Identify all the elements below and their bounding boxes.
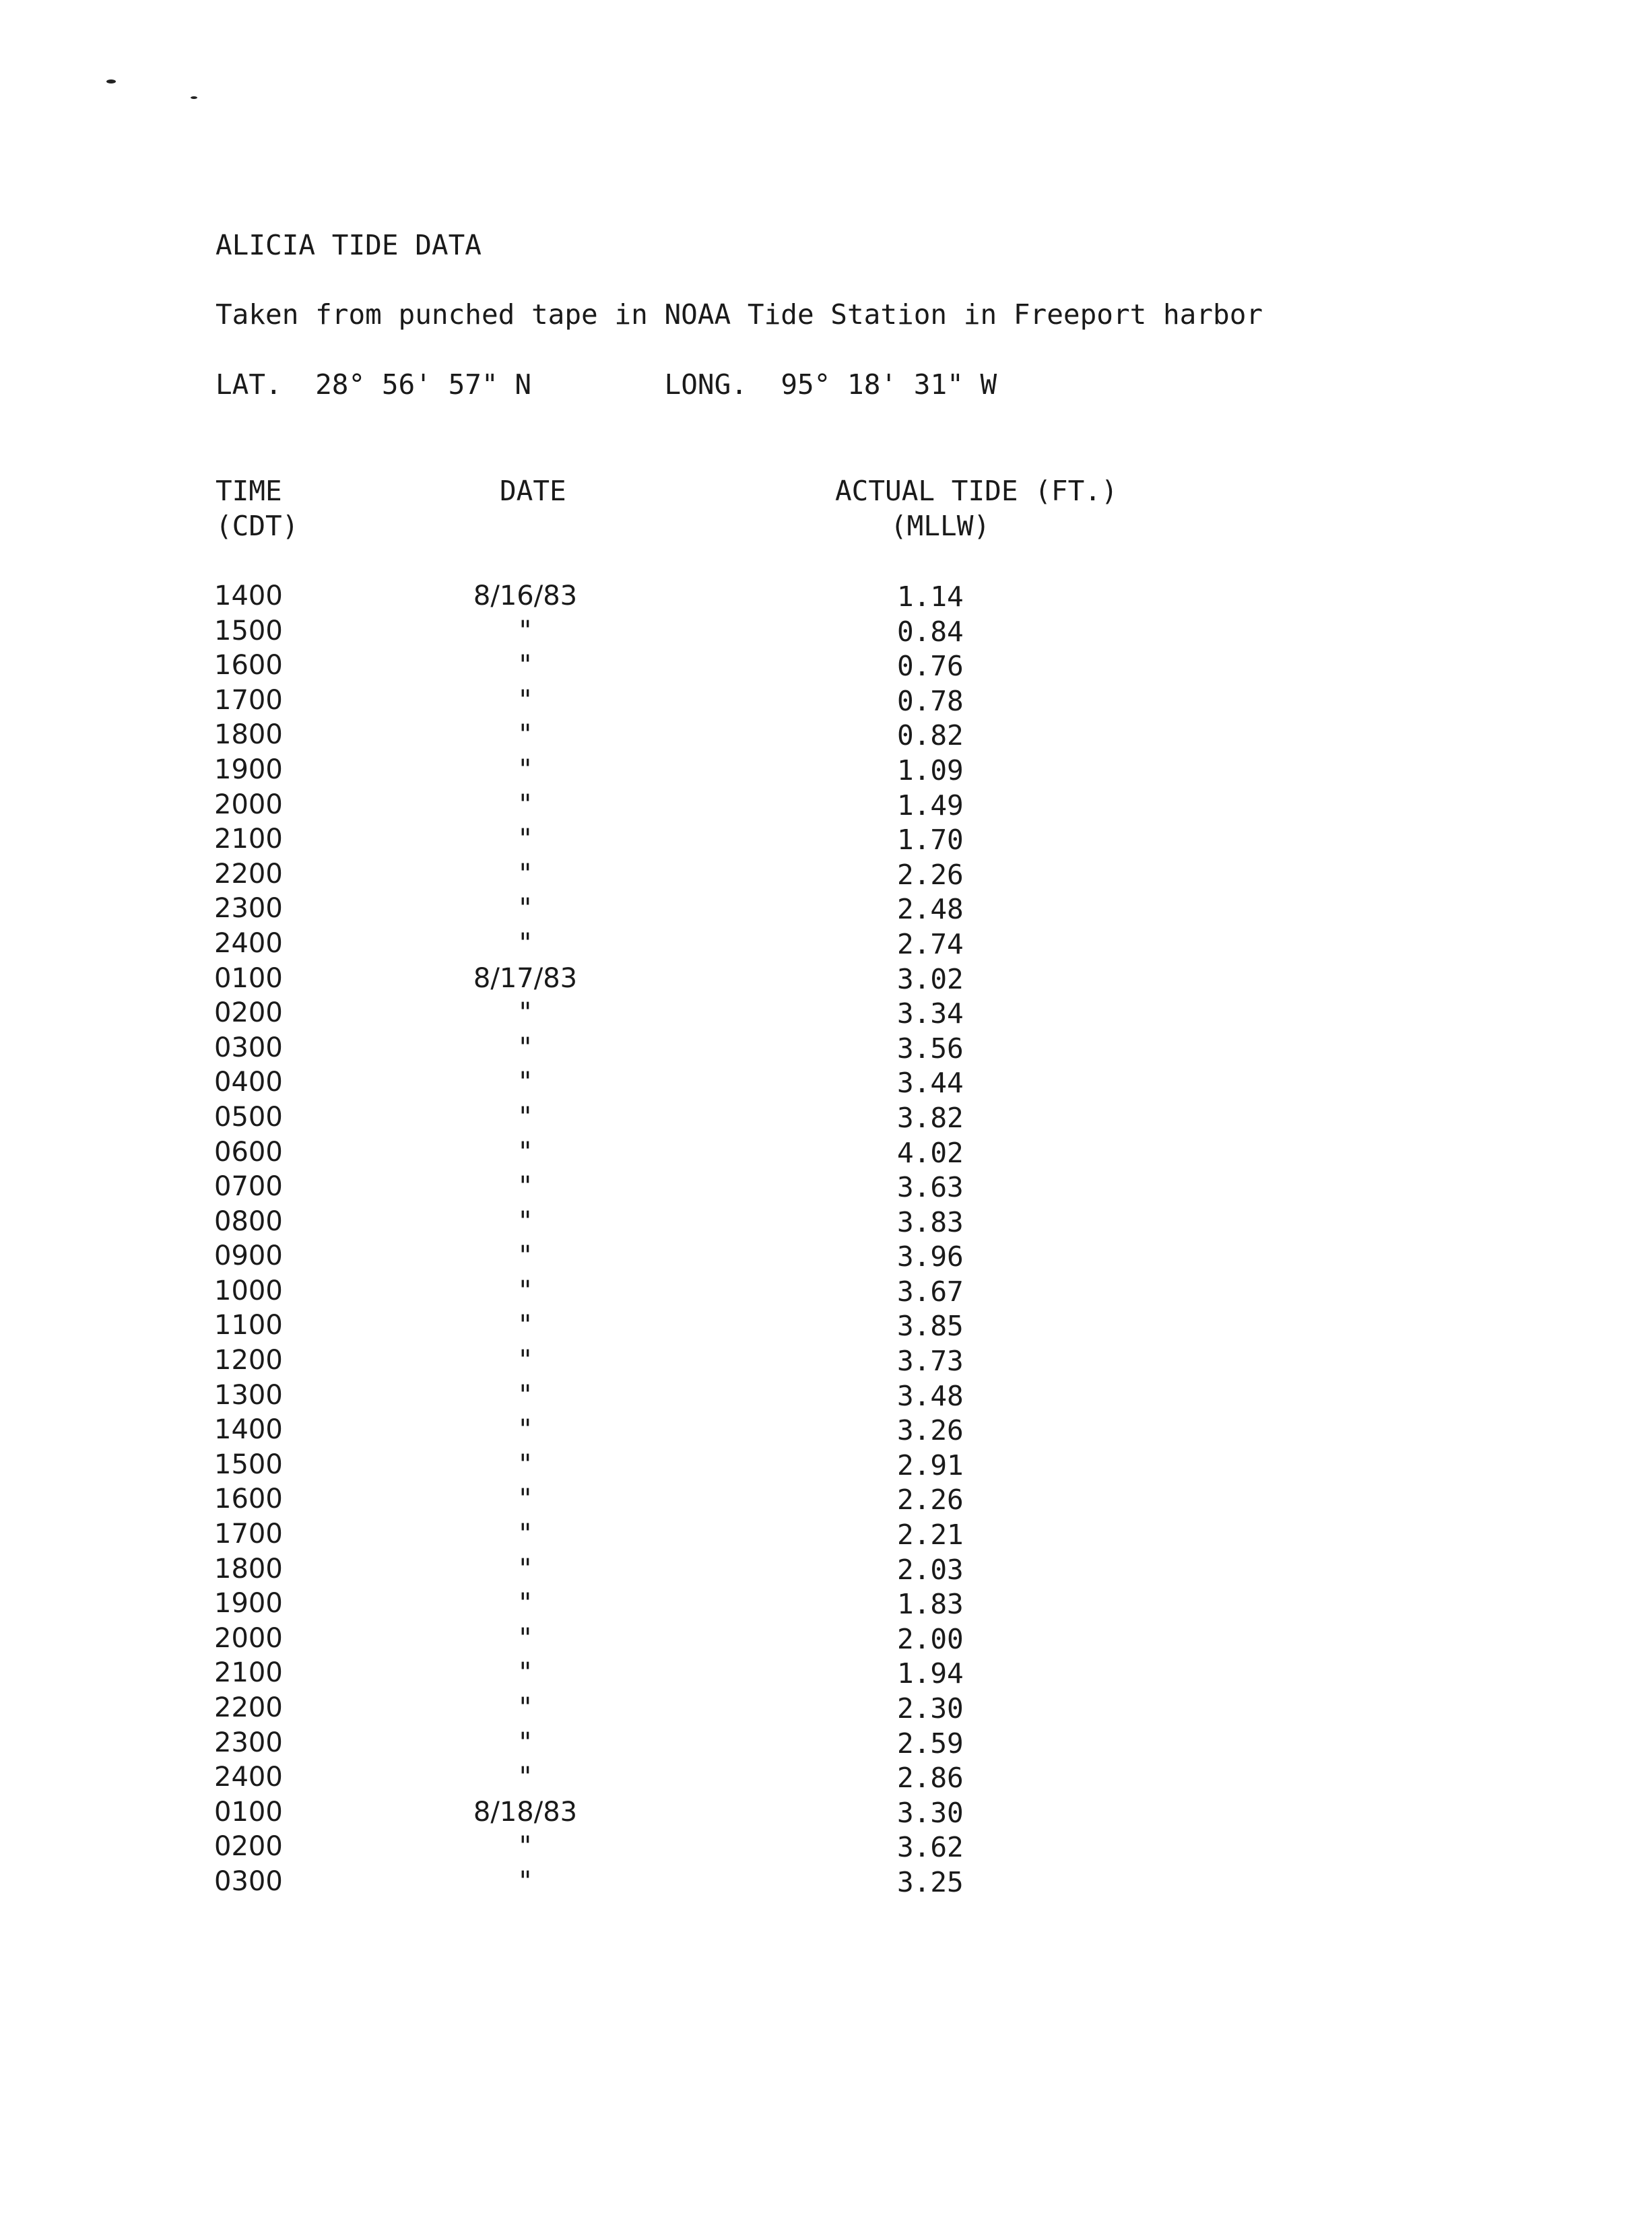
time-cell: 1700: [214, 1519, 283, 1550]
date-column-header: DATE: [500, 475, 566, 507]
time-cell: 1900: [214, 754, 283, 785]
latitude-label: LAT.: [216, 368, 282, 401]
time-cell: 0500: [214, 1101, 283, 1133]
tide-cell: 2.30: [897, 1692, 964, 1725]
time-cell: 1100: [214, 1310, 283, 1341]
scan-speck: [106, 79, 116, 84]
date-cell: ": [519, 1240, 532, 1272]
tide-cell: 2.21: [897, 1519, 964, 1552]
date-cell: ": [519, 858, 532, 890]
tide-cell: 2.59: [897, 1727, 964, 1760]
date-cell: ": [519, 893, 532, 925]
date-cell: ": [519, 1692, 532, 1723]
date-cell: ": [519, 1136, 532, 1168]
date-cell: ": [519, 824, 532, 855]
time-cell: 1500: [214, 615, 283, 646]
tide-cell: 2.26: [897, 1484, 964, 1517]
tide-cell: 0.84: [897, 615, 964, 648]
time-cell: 1300: [214, 1379, 283, 1411]
date-cell: ": [519, 789, 532, 820]
tide-cell: 1.14: [897, 580, 964, 613]
table-row: [0, 1310, 1652, 1345]
date-cell: ": [519, 1762, 532, 1793]
tide-cell: 2.03: [897, 1553, 964, 1586]
tide-cell: 0.76: [897, 650, 964, 683]
table-row: [0, 963, 1652, 998]
date-cell: ": [519, 1171, 532, 1203]
table-row: [0, 1275, 1652, 1310]
date-cell: ": [519, 1622, 532, 1654]
date-cell: ": [519, 650, 532, 681]
time-cell: 0200: [214, 1831, 283, 1863]
date-cell: ": [519, 719, 532, 751]
table-row: [0, 1519, 1652, 1554]
date-cell: ": [519, 1553, 532, 1585]
table-row: [0, 1449, 1652, 1484]
time-cell: 2300: [214, 893, 283, 925]
tide-cell: 3.48: [897, 1379, 964, 1412]
time-cell: 2300: [214, 1727, 283, 1758]
date-cell: ": [519, 1657, 532, 1689]
table-row: [0, 928, 1652, 963]
date-cell: ": [519, 1865, 532, 1897]
table-row: [0, 1797, 1652, 1832]
time-cell: 1400: [214, 580, 283, 611]
time-cell: 0300: [214, 1865, 283, 1897]
date-cell: 8/17/83: [473, 962, 578, 994]
table-row: [0, 824, 1652, 859]
date-cell: 8/16/83: [473, 580, 578, 611]
tide-cell: 3.67: [897, 1275, 964, 1308]
longitude-label: LONG.: [664, 368, 748, 401]
date-cell: ": [519, 1101, 532, 1133]
table-row: [0, 1484, 1652, 1519]
time-cell: 2400: [214, 927, 283, 959]
date-cell: ": [519, 615, 532, 646]
tide-cell: 3.26: [897, 1414, 964, 1447]
tide-cell: 1.49: [897, 789, 964, 822]
date-cell: ": [519, 1310, 532, 1341]
tide-cell: 3.62: [897, 1831, 964, 1864]
tide-cell: 2.91: [897, 1449, 964, 1482]
time-cell: 2200: [214, 1692, 283, 1723]
longitude-value: 95° 18' 31" W: [781, 368, 997, 401]
time-cell: 1200: [214, 1345, 283, 1376]
table-row: [0, 1380, 1652, 1415]
tide-cell: 2.26: [897, 858, 964, 891]
tide-cell: 4.02: [897, 1136, 964, 1169]
date-cell: ": [519, 1067, 532, 1098]
table-row: [0, 685, 1652, 720]
date-cell: ": [519, 997, 532, 1029]
table-row: [0, 1067, 1652, 1102]
time-cell: 2100: [214, 1657, 283, 1689]
date-cell: ": [519, 1275, 532, 1306]
scan-speck: [191, 96, 197, 99]
tide-cell: 3.34: [897, 997, 964, 1030]
tide-cell: 3.25: [897, 1865, 964, 1898]
table-row: [0, 1623, 1652, 1658]
tide-cell: 3.82: [897, 1101, 964, 1134]
date-cell: ": [519, 684, 532, 716]
table-row: [0, 893, 1652, 928]
tide-cell: 3.96: [897, 1240, 964, 1273]
time-cell: 0400: [214, 1067, 283, 1098]
time-cell: 0700: [214, 1171, 283, 1203]
date-cell: ": [519, 1032, 532, 1063]
date-cell: 8/18/83: [473, 1796, 578, 1828]
time-cell: 1800: [214, 719, 283, 751]
time-unit-header: (CDT): [216, 510, 299, 542]
table-row: [0, 616, 1652, 651]
tide-cell: 1.70: [897, 824, 964, 857]
tide-cell: 0.82: [897, 719, 964, 752]
table-row: [0, 1137, 1652, 1172]
date-cell: ": [519, 927, 532, 959]
table-row: [0, 859, 1652, 894]
tide-cell: 3.56: [897, 1032, 964, 1065]
table-row: [0, 580, 1652, 616]
time-cell: 1600: [214, 650, 283, 681]
time-cell: 2000: [214, 789, 283, 820]
time-cell: 0200: [214, 997, 283, 1029]
table-row: [0, 1345, 1652, 1380]
time-cell: 1700: [214, 684, 283, 716]
date-cell: ": [519, 1414, 532, 1446]
time-cell: 0900: [214, 1240, 283, 1272]
date-cell: ": [519, 1345, 532, 1376]
coordinates-line: [216, 368, 997, 401]
date-cell: ": [519, 1588, 532, 1620]
tide-cell: 3.85: [897, 1310, 964, 1343]
table-row: [0, 1102, 1652, 1137]
time-column-header: TIME: [216, 475, 282, 507]
date-cell: ": [519, 1831, 532, 1863]
table-row: [0, 1171, 1652, 1206]
tide-cell: 3.83: [897, 1205, 964, 1238]
latitude-value: 28° 56' 57" N: [315, 368, 532, 401]
time-cell: 2000: [214, 1622, 283, 1654]
time-cell: 2100: [214, 824, 283, 855]
time-cell: 1800: [214, 1553, 283, 1585]
table-row: [0, 1657, 1652, 1692]
time-cell: 0800: [214, 1205, 283, 1237]
table-row: [0, 754, 1652, 789]
table-row: [0, 1554, 1652, 1589]
document-title: ALICIA TIDE DATA: [216, 229, 482, 261]
tide-cell: 3.02: [897, 962, 964, 995]
tide-cell: 0.78: [897, 684, 964, 717]
tide-column-header: ACTUAL TIDE (FT.): [835, 475, 1118, 507]
table-row: [0, 1032, 1652, 1067]
date-cell: ": [519, 1449, 532, 1480]
tide-cell: 3.30: [897, 1796, 964, 1829]
time-cell: 1600: [214, 1484, 283, 1515]
tide-cell: 2.48: [897, 893, 964, 926]
table-row: [0, 1206, 1652, 1241]
date-cell: ": [519, 1727, 532, 1758]
time-cell: 2200: [214, 858, 283, 890]
tide-datum-header: (MLLW): [890, 510, 991, 542]
time-cell: 1900: [214, 1588, 283, 1620]
date-cell: ": [519, 1379, 532, 1411]
table-row: [0, 719, 1652, 754]
table-row: [0, 1762, 1652, 1797]
table-row: [0, 650, 1652, 685]
table-row: [0, 1692, 1652, 1727]
tide-cell: 2.74: [897, 927, 964, 960]
table-row: [0, 789, 1652, 824]
table-row: [0, 1727, 1652, 1762]
time-cell: 0100: [214, 1796, 283, 1828]
time-cell: 1000: [214, 1275, 283, 1306]
table-row: [0, 1866, 1652, 1901]
tide-cell: 1.83: [897, 1588, 964, 1621]
tide-cell: 1.09: [897, 754, 964, 787]
table-row: [0, 1240, 1652, 1275]
date-cell: ": [519, 1205, 532, 1237]
tide-cell: 2.86: [897, 1762, 964, 1795]
tide-table: [0, 580, 1652, 1901]
date-cell: ": [519, 1484, 532, 1515]
time-cell: 0300: [214, 1032, 283, 1063]
date-cell: ": [519, 1519, 532, 1550]
source-note: Taken from punched tape in NOAA Tide Station in Freeport harbor: [216, 298, 1263, 331]
time-cell: 0100: [214, 962, 283, 994]
tide-cell: 3.44: [897, 1067, 964, 1100]
tide-cell: 3.63: [897, 1171, 964, 1204]
time-cell: 2400: [214, 1762, 283, 1793]
table-row: [0, 997, 1652, 1032]
time-cell: 1400: [214, 1414, 283, 1446]
time-cell: 1500: [214, 1449, 283, 1480]
tide-cell: 3.73: [897, 1345, 964, 1378]
date-cell: ": [519, 754, 532, 785]
tide-cell: 2.00: [897, 1622, 964, 1655]
table-row: [0, 1414, 1652, 1449]
table-row: [0, 1831, 1652, 1866]
table-row: [0, 1588, 1652, 1623]
time-cell: 0600: [214, 1136, 283, 1168]
tide-cell: 1.94: [897, 1657, 964, 1690]
